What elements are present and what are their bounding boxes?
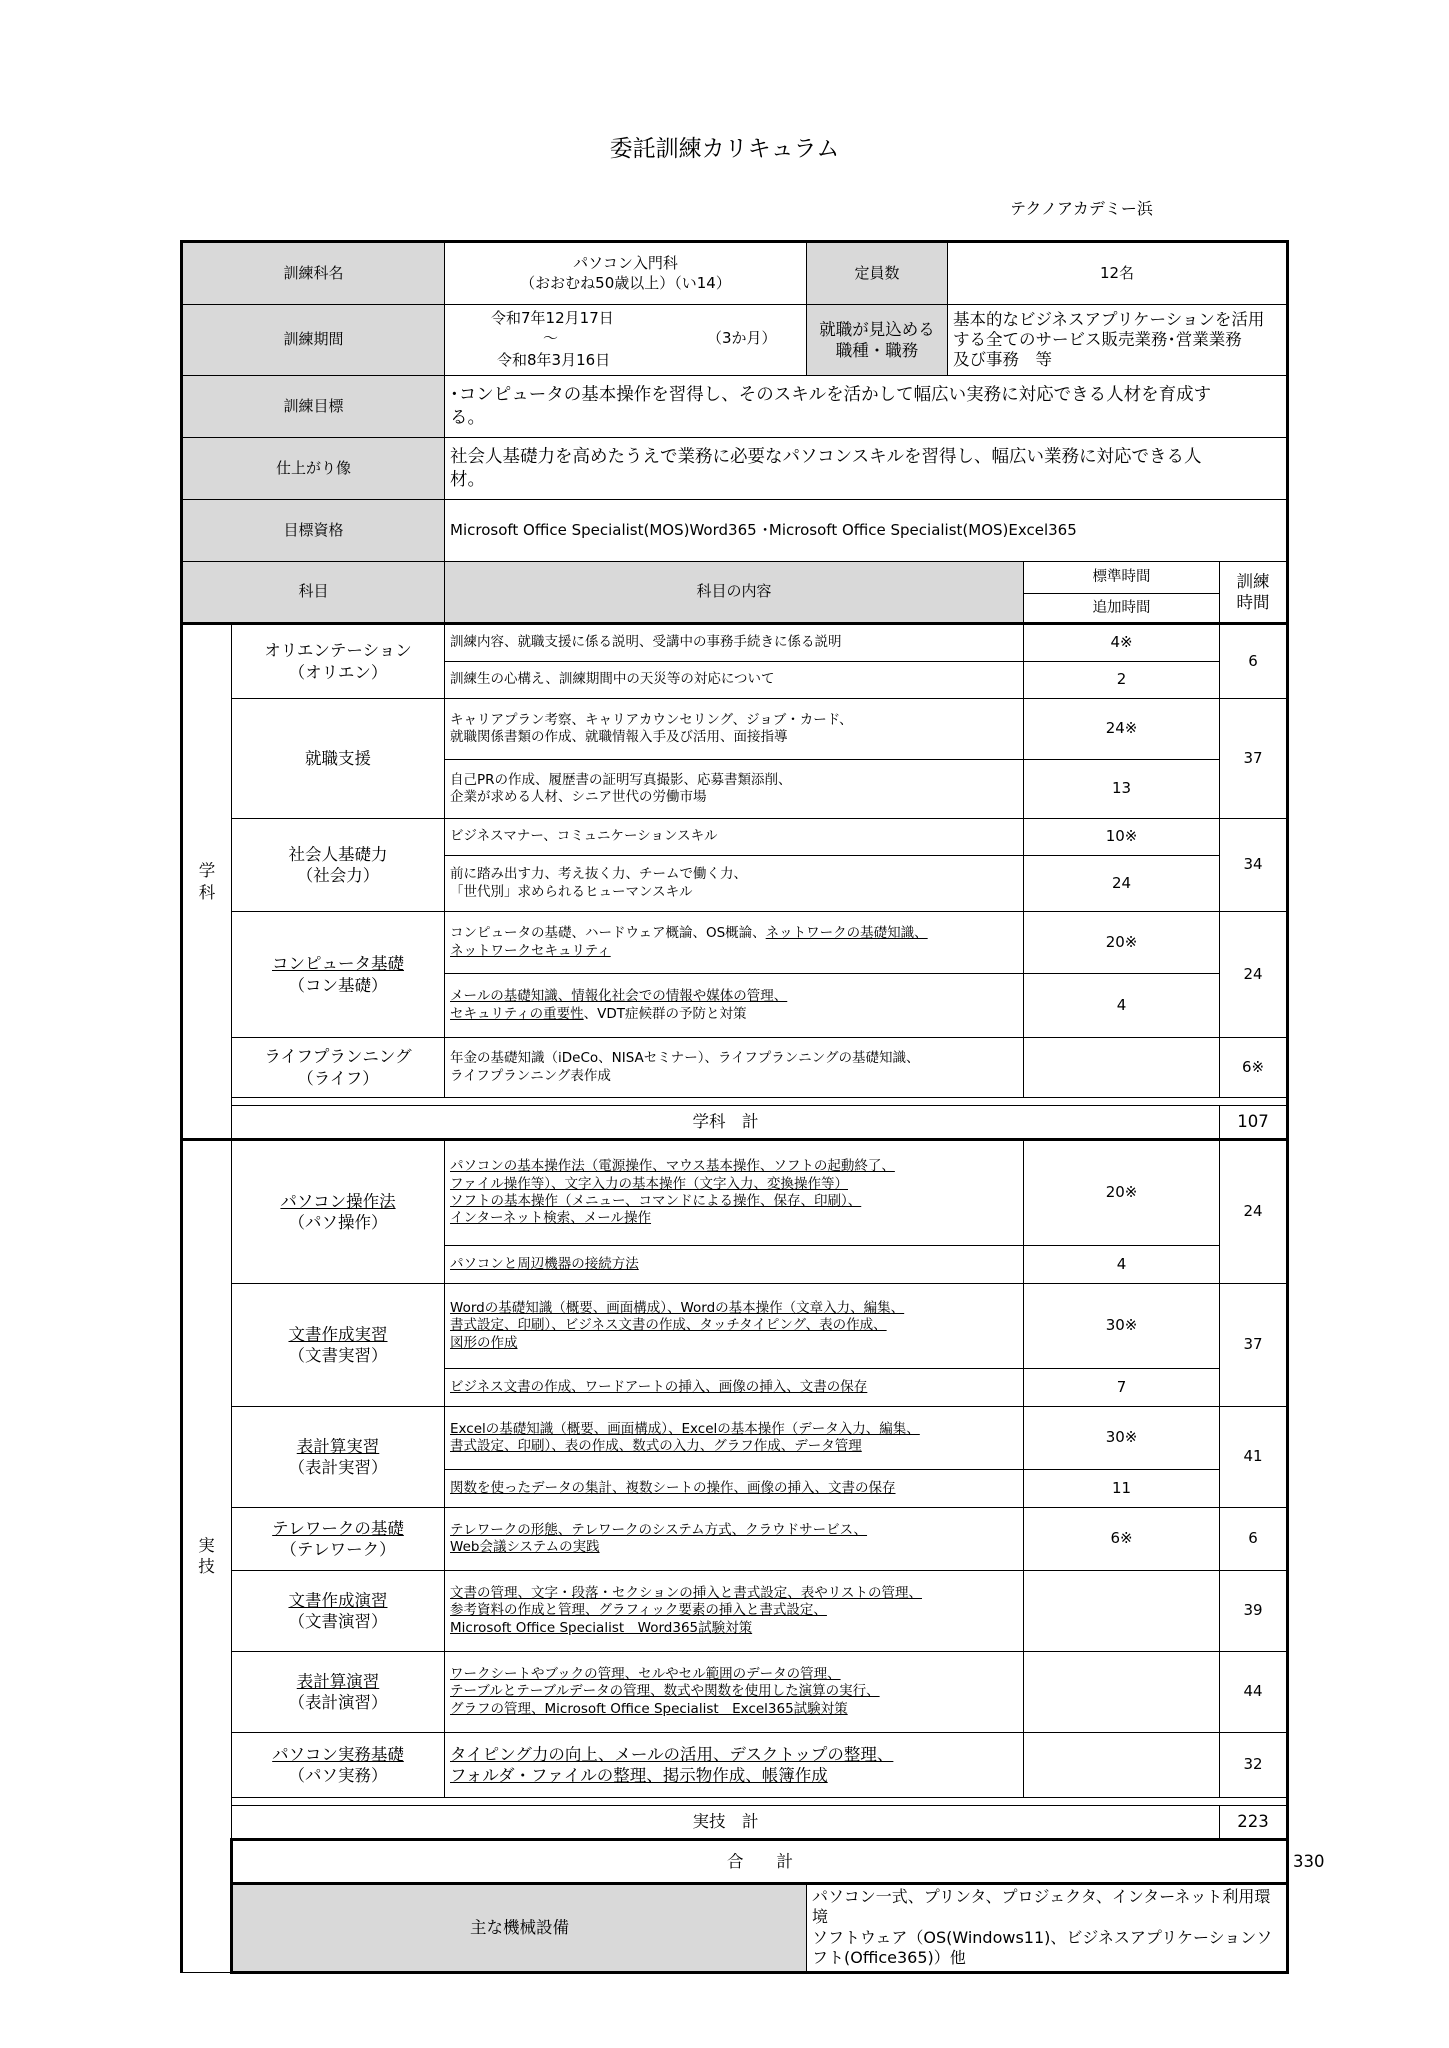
- content-header: 科目の内容: [445, 562, 1024, 624]
- pc-operation-time-2: 4: [1024, 1246, 1220, 1284]
- add-time-header: 追加時間: [1024, 594, 1220, 624]
- spreadsheet-practice-total: 41: [1220, 1407, 1288, 1508]
- document-practice-content-1: Wordの基礎知識（概要、画面構成）、Wordの基本操作（文章入力、編集、 書式設定、印刷）、ビジネス文書の作成、タッチタイピング、表の作成、 図形の作成: [445, 1284, 1024, 1369]
- telework-content: テレワークの形態、テレワークのシステム方式、クラウドサービス、 Web会議システムの実践: [445, 1508, 1024, 1571]
- social-time-2: 24: [1024, 856, 1220, 912]
- subject-pc-practical: パソコン実務基礎 （パソ実務）: [232, 1733, 445, 1798]
- document-exercise-total: 39: [1220, 1571, 1288, 1652]
- jitsugi-total-label: 実技 計: [232, 1806, 1220, 1840]
- orientation-time-2: 2: [1024, 662, 1220, 699]
- document-practice-content-2: ビジネス文書の作成、ワードアートの挿入、画像の挿入、文書の保存: [445, 1369, 1024, 1407]
- subject-spreadsheet-practice: 表計算実習 （表計実習）: [232, 1407, 445, 1508]
- job-support-content-1: キャリアプラン考察、キャリアカウンセリング、ジョブ・カード、 就職関係書類の作成、就職情報入手及び活用、面接指導: [445, 699, 1024, 760]
- spreadsheet-exercise-total: 44: [1220, 1652, 1288, 1733]
- orientation-content-1: 訓練内容、就職支援に係る説明、受講中の事務手続きに係る説明: [445, 624, 1024, 662]
- course-name: パソコン入門科 （おおむね50歳以上）（い14）: [445, 242, 807, 305]
- subject-spreadsheet-exercise: 表計算演習 （表計演習）: [232, 1652, 445, 1733]
- subject-document-practice: 文書作成実習 （文書実習）: [232, 1284, 445, 1407]
- subject-pc-operation: パソコン操作法 （パソ操作）: [232, 1140, 445, 1284]
- spreadsheet-practice-time-1: 30※: [1024, 1407, 1220, 1470]
- finish-image: 社会人基礎力を高めたうえで業務に必要なパソコンスキルを習得し、幅広い業務に対応できる人 材。: [445, 438, 1288, 500]
- training-goal: ･コンピュータの基本操作を習得し、そのスキルを活かして幅広い実務に対応できる人材を育成す る。: [445, 376, 1288, 438]
- capacity-value: 12名: [948, 242, 1288, 305]
- spreadsheet-practice-time-2: 11: [1024, 1470, 1220, 1508]
- spreadsheet-exercise-content: ワークシートやブックの管理、セルやセル範囲のデータの管理、 テーブルとテーブルデータの管理、数式や関数を使用した演算の実行、 グラフの管理、Microsoft Office Specialist Excel365試験対策: [445, 1652, 1024, 1733]
- subject-document-exercise: 文書作成演習 （文書演習）: [232, 1571, 445, 1652]
- life-time: [1024, 1038, 1220, 1098]
- jitsugi-total: 223: [1220, 1806, 1288, 1840]
- orientation-time-1: 4※: [1024, 624, 1220, 662]
- training-period: 令和7年12月17日 ～ 令和8年3月16日 （3か月）: [445, 305, 807, 376]
- social-content-1: ビジネスマナー、コミュニケーションスキル: [445, 819, 1024, 856]
- std-time-header: 標準時間: [1024, 562, 1220, 594]
- computer-content-2: メールの基礎知識、情報化社会での情報や媒体の管理、 セキュリティの重要性、VDT症候群の予防と対策: [445, 974, 1024, 1038]
- capacity-label: 定員数: [807, 242, 948, 305]
- social-total: 34: [1220, 819, 1288, 912]
- pc-operation-content-1: パソコンの基本操作法（電源操作、マウス基本操作、ソフトの起動終了、 ファイル操作等）、文字入力の基本操作（文字入力、変換操作等） ソフトの基本操作（メニュー、コマンドによる操作、保存、印刷）、 インターネット検索、メール操作: [445, 1140, 1024, 1246]
- orientation-content-2: 訓練生の心構え、訓練期間中の天災等の対応について: [445, 662, 1024, 699]
- computer-content-1: コンピュータの基礎、ハードウェア概論、OS概論、ネットワークの基礎知識、 ネットワークセキュリティ: [445, 912, 1024, 974]
- jitsugi-spacer: [232, 1798, 1288, 1806]
- gakka-spacer: [232, 1098, 1288, 1106]
- spreadsheet-practice-content-2: 関数を使ったデータの集計、複数シートの操作、画像の挿入、文書の保存: [445, 1470, 1024, 1508]
- gakka-label: 学 科: [182, 624, 232, 1140]
- pc-operation-content-2: パソコンと周辺機器の接続方法: [445, 1246, 1024, 1284]
- pc-practical-time: [1024, 1733, 1220, 1798]
- subject-telework: テレワークの基礎 （テレワーク）: [232, 1508, 445, 1571]
- life-total: 6※: [1220, 1038, 1288, 1098]
- pc-operation-total: 24: [1220, 1140, 1288, 1284]
- document-practice-time-1: 30※: [1024, 1284, 1220, 1369]
- grand-total-label: 合 計: [232, 1840, 1288, 1884]
- job-support-time-2: 13: [1024, 760, 1220, 819]
- page-title: 委託訓練カリキュラム: [609, 136, 840, 162]
- course-name-label: 訓練科名: [182, 242, 445, 305]
- expected-jobs: 基本的なビジネスアプリケーションを活用 する全てのサービス販売業務･営業業務 及び事務 等: [948, 305, 1288, 376]
- curriculum-table: 訓練科名 パソコン入門科 （おおむね50歳以上）（い14） 定員数 12名 訓練期間 令和7年12月17日 ～ 令和8年3月16日 （3か月） 就職が見込める 職種・職務 基本的なビジネスアプリケーションを活用 する全てのサービス販売業務･営業業務 及び事務 等 訓練目標 ･コンピュータの基本操作を習得し、そのスキルを活かして幅広い実務に対応できる人材を育成す る。 仕上がり像 社会人基礎力を高めたうえで業務に必要なパソコンスキルを習得し、幅広い業務に対応できる人 材。 目標資格 Microsoft Office Specialist(MOS)Word365 ･Microsoft Office Specialist(MOS)Excel365 科目 科目の内容 標準時間 訓練 時間 追加時間 学 科 オリエンテーション （オリエン） 訓練内容、就職支援に係る説明、受講中の事務手続きに係る説明 4※ 6 訓練生の心構え、訓練期間中の天災等の対応について 2 就職支援 キャリアプラン考察、キャリアカウンセリング、ジョブ・カード、 就職関係書類の作成、就職情報入手及び活用、面接指導 24※ 37 自己PRの作成、履歴書の証明写真撮影、応募書類添削、 企業が求める人材、シニア世代の労働市場 13 社会人基礎力 （社会力） ビジネスマナー、コミュニケーションスキル 10※ 34 前に踏み出す力、考え抜く力、チームで働く力、 「世代別」求められるヒューマンスキル 24 コンピュータ基礎 （コン基礎） コンピュータの基礎、ハードウェア概論、OS概論、ネットワークの基礎知識、 ネットワークセキュリティ 20※ 24 メールの基礎知識、情報化社会での情報や媒体の管理、 セキュリティの重要性、VDT症候群の予防と対策 4 ライフプランニング （ライフ） 年金の基礎知識（iDeCo、NISAセミナー）、ライフプランニングの基礎知識、 ライフプランニング表作成 6※ 学科 計 107 実 技 パソコン操作法 （パソ操作） パソコンの基本操作法（電源操作、マウス基本操作、ソフトの起動終了、 ファイル操作等）、文字入力の基本操作（文字入力、変換操作等） ソフトの基本操作（メニュー、コマンドによる操作、保存、印刷）、 インターネット検索、メール操作 20※ 24 パソコンと周辺機器の接続方法 4 文書作成実習 （文書実習） Wordの基礎知識（概要、画面構成）、Wordの基本操作（文章入力、編集、 書式設定、印刷）、ビジネス文書の作成、タッチタイピング、表の作成、 図形の作成 30※ 37 ビジネス文書の作成、ワードアートの挿入、画像の挿入、文書の保存 7 表計算実習 （表計実習） Excelの基礎知識（概要、画面構成）、Excelの基本操作（データ入力、編集、 書式設定、印刷）、表の作成、数式の入力、グラフ作成、データ管理 30※ 41 関数を使ったデータの集計、複数シートの操作、画像の挿入、文書の保存 11 テレワークの基礎 （テレワーク） テレワークの形態、テレワークのシステム方式、クラウドサービス、 Web会議システムの実践 6※ 6 文書作成演習 （文書演習） 文書の管理、文字・段落・セクションの挿入と書式設定、表やリストの管理、 参考資料の作成と管理、グラフィック要素の挿入と書式設定、 Microsoft Office Specialist Word365試験対策 39 表計算演習 （表計演習） ワークシートやブックの管理、セルやセル範囲のデータの管理、 テーブルとテーブルデータの管理、数式や関数を使用した演算の実行、 グラフの管理、Microsoft Office Specialist Excel365試験対策 44 パソコン実務基礎 （パソ実務） タイピング力の向上、メールの活用、デスクトップの整理、 フォルダ・ファイルの整理、掲示物作成、帳簿作成 32 実技 計 223 合 計 330 主な機械設備 パソコン一式、プリンタ、プロジェクタ、インターネット利用環境 ソフトウェア（OS(Windows11)、ビジネスアプリケーションソフト(Office365)）他: [180, 240, 1289, 1974]
- jitsugi-label: 実 技: [182, 1140, 232, 1973]
- computer-total: 24: [1220, 912, 1288, 1038]
- document-practice-total: 37: [1220, 1284, 1288, 1407]
- gakka-total-label: 学科 計: [232, 1106, 1220, 1140]
- goal-label: 訓練目標: [182, 376, 445, 438]
- gakka-total: 107: [1220, 1106, 1288, 1140]
- pc-practical-content: タイピング力の向上、メールの活用、デスクトップの整理、 フォルダ・ファイルの整理、掲示物作成、帳簿作成: [445, 1733, 1024, 1798]
- job-support-time-1: 24※: [1024, 699, 1220, 760]
- subject-social-skills: 社会人基礎力 （社会力）: [232, 819, 445, 912]
- computer-time-2: 4: [1024, 974, 1220, 1038]
- subject-computer-basics: コンピュータ基礎 （コン基礎）: [232, 912, 445, 1038]
- social-time-1: 10※: [1024, 819, 1220, 856]
- target-qualification: Microsoft Office Specialist(MOS)Word365 ･Microsoft Office Specialist(MOS)Excel365: [445, 500, 1288, 562]
- telework-total: 6: [1220, 1508, 1288, 1571]
- subject-life-planning: ライフプランニング （ライフ）: [232, 1038, 445, 1098]
- qualification-label: 目標資格: [182, 500, 445, 562]
- hours-header: 訓練 時間: [1220, 562, 1288, 624]
- computer-time-1: 20※: [1024, 912, 1220, 974]
- document-exercise-time: [1024, 1571, 1220, 1652]
- life-content: 年金の基礎知識（iDeCo、NISAセミナー）、ライフプランニングの基礎知識、 ライフプランニング表作成: [445, 1038, 1024, 1098]
- document-practice-time-2: 7: [1024, 1369, 1220, 1407]
- equipment-content: パソコン一式、プリンタ、プロジェクタ、インターネット利用環境 ソフトウェア（OS(Windows11)、ビジネスアプリケーションソフト(Office365)）他: [807, 1884, 1288, 1973]
- subject-header: 科目: [182, 562, 445, 624]
- subject-orientation: オリエンテーション （オリエン）: [232, 624, 445, 699]
- equipment-label: 主な機械設備: [232, 1884, 807, 1973]
- pc-operation-time-1: 20※: [1024, 1140, 1220, 1246]
- jobs-label: 就職が見込める 職種・職務: [807, 305, 948, 376]
- pc-practical-total: 32: [1220, 1733, 1288, 1798]
- social-content-2: 前に踏み出す力、考え抜く力、チームで働く力、 「世代別」求められるヒューマンスキル: [445, 856, 1024, 912]
- organization-name: テクノアカデミー浜: [1010, 199, 1153, 218]
- orientation-total: 6: [1220, 624, 1288, 699]
- subject-job-support: 就職支援: [232, 699, 445, 819]
- spreadsheet-practice-content-1: Excelの基礎知識（概要、画面構成）、Excelの基本操作（データ入力、編集、 書式設定、印刷）、表の作成、数式の入力、グラフ作成、データ管理: [445, 1407, 1024, 1470]
- job-support-content-2: 自己PRの作成、履歴書の証明写真撮影、応募書類添削、 企業が求める人材、シニア世代の労働市場: [445, 760, 1024, 819]
- spreadsheet-exercise-time: [1024, 1652, 1220, 1733]
- telework-time: 6※: [1024, 1508, 1220, 1571]
- document-exercise-content: 文書の管理、文字・段落・セクションの挿入と書式設定、表やリストの管理、 参考資料の作成と管理、グラフィック要素の挿入と書式設定、 Microsoft Office Specialist Word365試験対策: [445, 1571, 1024, 1652]
- finish-label: 仕上がり像: [182, 438, 445, 500]
- job-support-total: 37: [1220, 699, 1288, 819]
- period-label: 訓練期間: [182, 305, 445, 376]
